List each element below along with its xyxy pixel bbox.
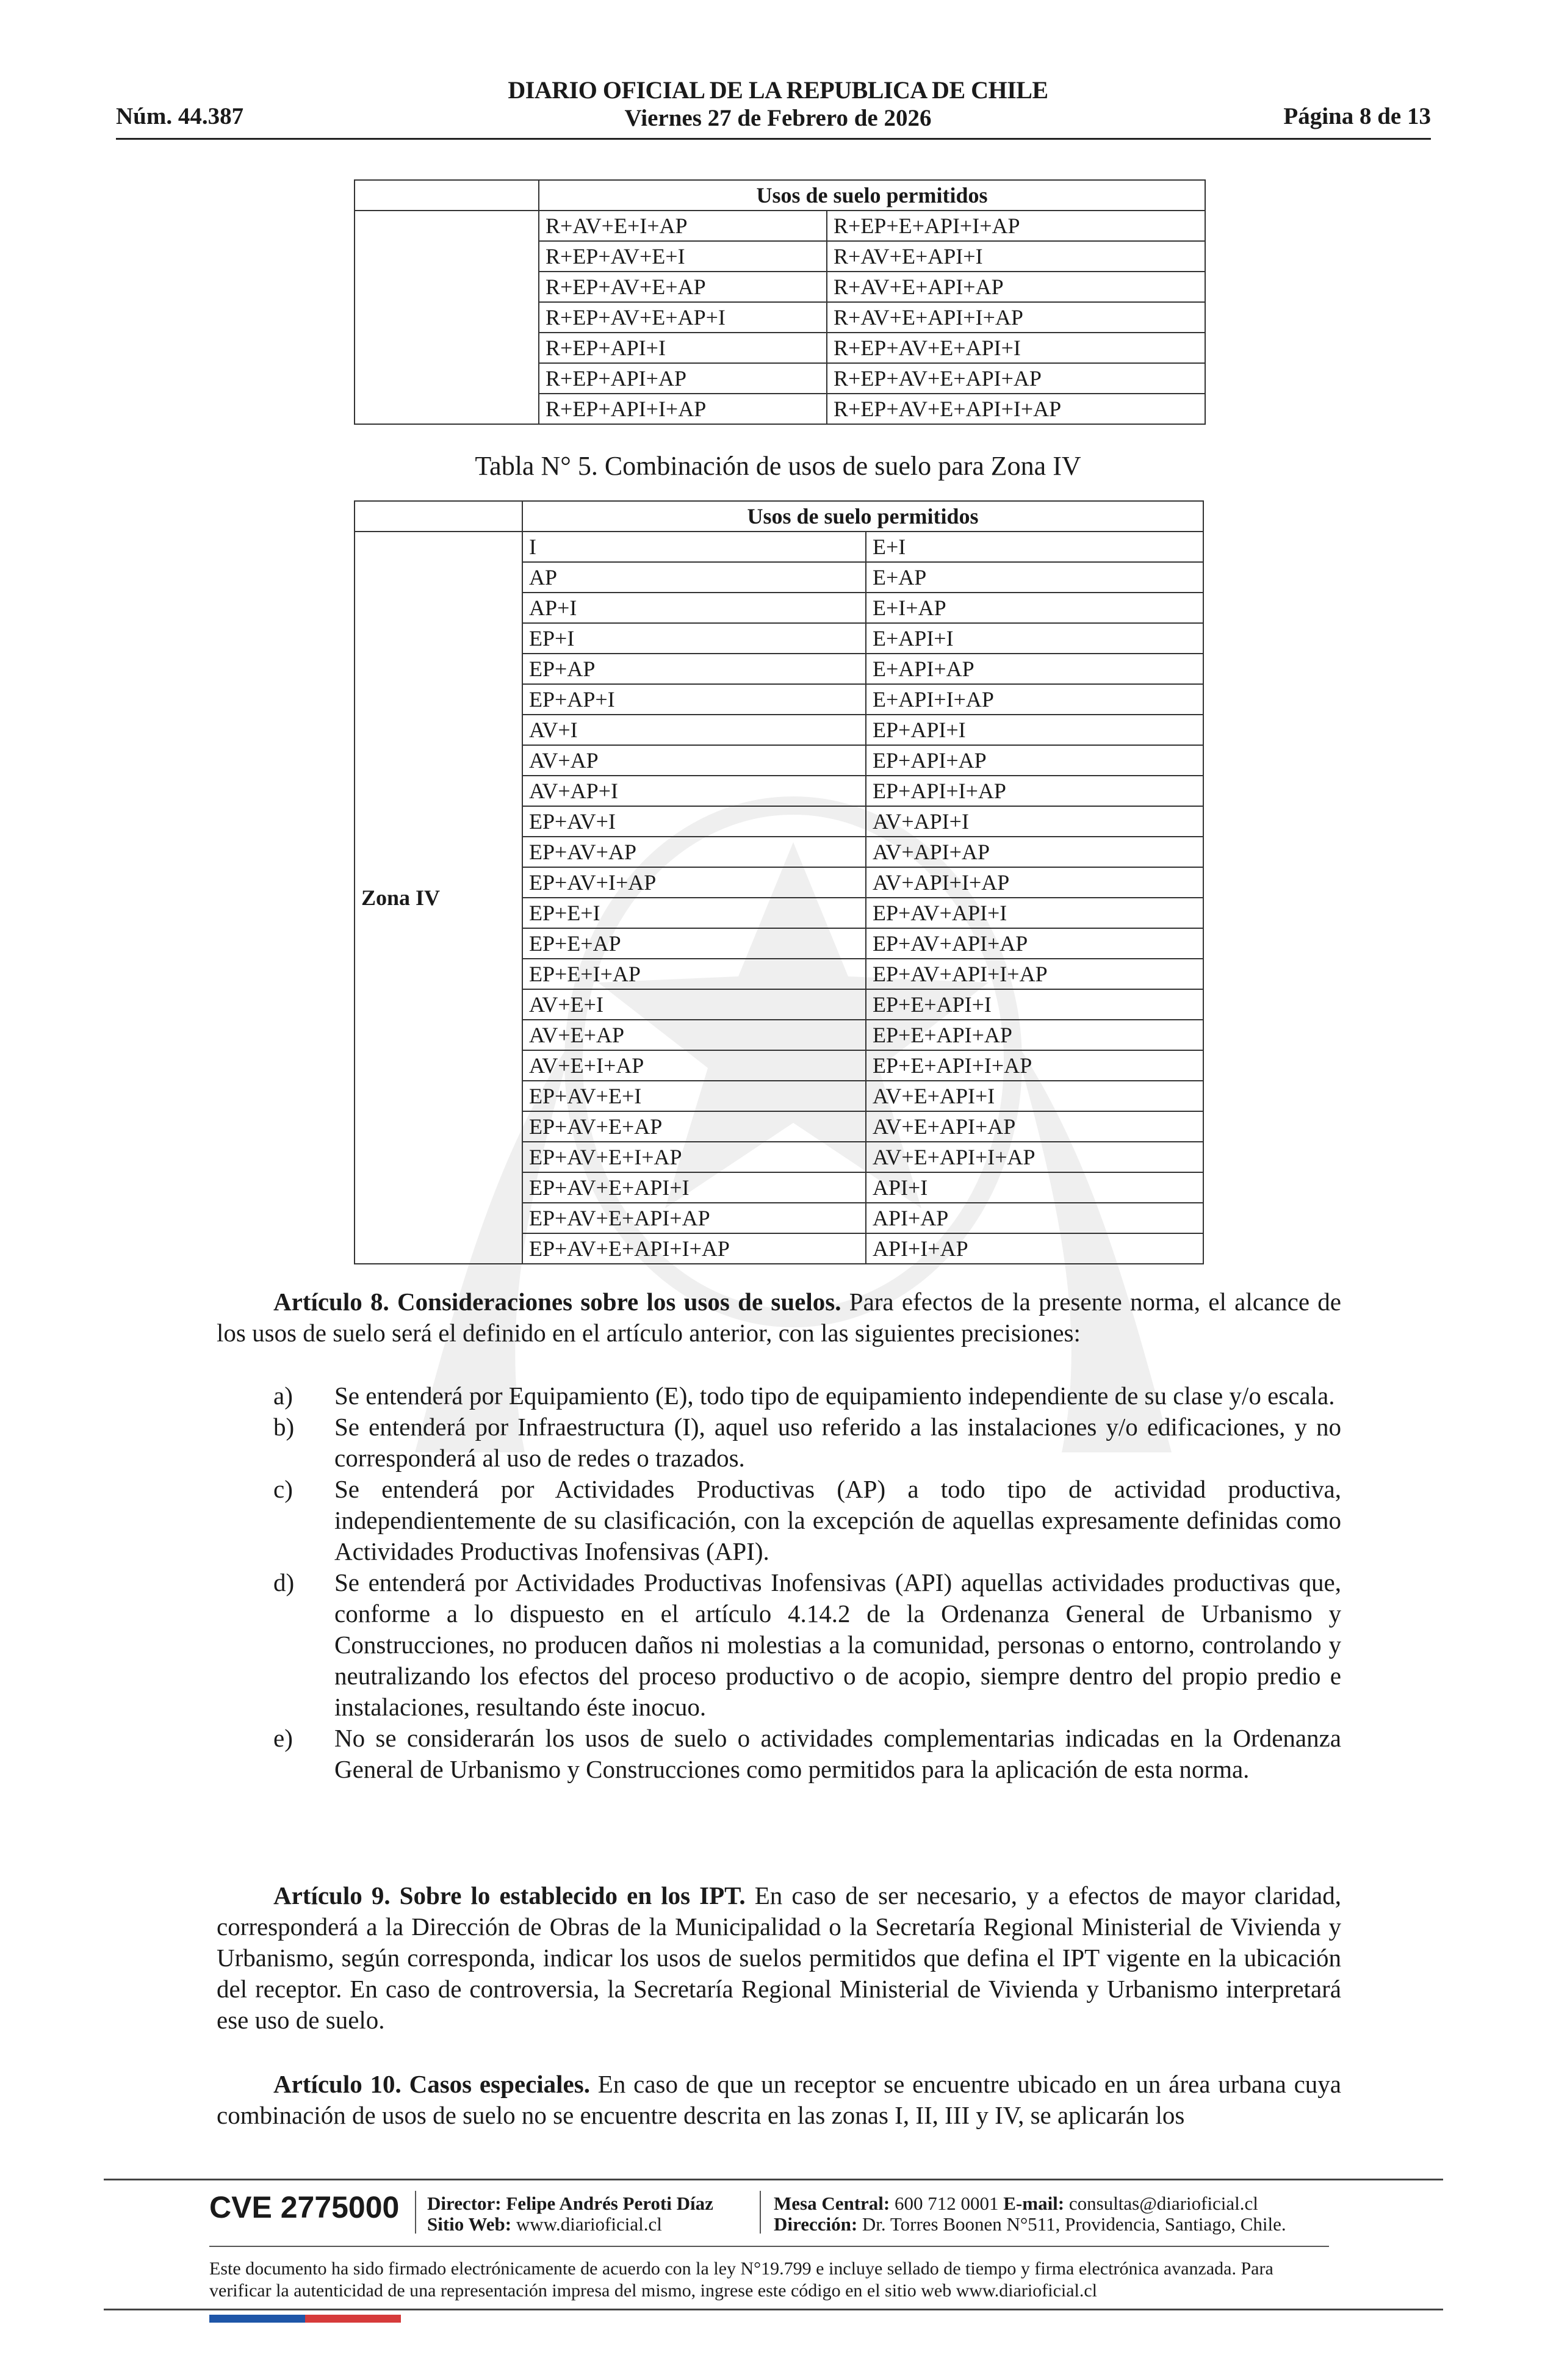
- land-use-combination: EP+API+I+AP: [866, 776, 1203, 806]
- land-use-combination: E+API+I+AP: [866, 684, 1203, 715]
- article-10-text: En caso de que un receptor se encuentre ubicado en un área urbana cuya combinación de usos de suelo no se encuentre descrita en las zonas I, II, III y IV, se aplicarán los: [217, 2070, 1341, 2129]
- land-use-combination: EP+E+I+AP: [522, 959, 866, 989]
- list-item-label: d): [273, 1568, 295, 1596]
- land-use-combination: R+AV+E+API+I: [827, 241, 1205, 272]
- table-empty-corner: [355, 180, 539, 211]
- land-use-combination: AV+I: [522, 715, 866, 745]
- land-use-combination: EP+AV+I+AP: [522, 867, 866, 898]
- director-name: Felipe Andrés Peroti Díaz: [501, 2193, 713, 2214]
- land-use-combination: R+EP+AV+E+API+I+AP: [827, 394, 1205, 424]
- table-header: Usos de suelo permitidos: [539, 180, 1205, 211]
- article-8-heading: Artículo 8. Consideraciones sobre los usos de suelos.: [273, 1288, 841, 1316]
- land-use-combination: EP+AV+E+I+AP: [522, 1142, 866, 1172]
- list-item-label: a): [273, 1382, 293, 1410]
- land-use-combination: R+EP+AV+E+API+AP: [827, 363, 1205, 394]
- land-use-combination: EP+AP: [522, 654, 866, 684]
- email-link[interactable]: consultas@diarioficial.cl: [1064, 2193, 1258, 2214]
- director-label: Director:: [427, 2193, 502, 2214]
- article-8-list: [217, 1380, 1341, 1785]
- list-item: [217, 1474, 1341, 1567]
- land-use-combination: EP+AV+AP: [522, 837, 866, 867]
- land-use-combination: API+I: [866, 1172, 1203, 1203]
- land-use-combination: R+EP+API+I+AP: [539, 394, 827, 424]
- land-use-combination: R+EP+AV+E+AP+I: [539, 302, 827, 333]
- address-label: Dirección:: [774, 2213, 858, 2235]
- issue-number: Núm. 44.387: [116, 103, 244, 129]
- table-header: Usos de suelo permitidos: [522, 501, 1203, 532]
- land-use-combination: AV+E+API+I: [866, 1081, 1203, 1111]
- mesa-phone: 600 712 0001: [890, 2193, 1004, 2214]
- table-row: [355, 211, 1205, 241]
- land-use-combination: AV+E+API+I+AP: [866, 1142, 1203, 1172]
- land-use-combination: EP+AV+API+AP: [866, 928, 1203, 959]
- land-use-combination: AV+E+I: [522, 989, 866, 1020]
- article-8-intro: [217, 1286, 1341, 1349]
- land-use-combination: AP: [522, 562, 866, 593]
- land-use-combination: EP+E+API+AP: [866, 1020, 1203, 1050]
- footer-contact-block: [774, 2193, 1286, 2235]
- publication-title: DIARIO OFICIAL DE LA REPUBLICA DE CHILE: [508, 76, 1048, 104]
- table-empty-corner: [355, 501, 522, 532]
- publication-date: Viernes 27 de Febrero de 2026: [624, 105, 932, 131]
- land-use-combination: EP+AP+I: [522, 684, 866, 715]
- land-use-combination: API+AP: [866, 1203, 1203, 1233]
- email-label: E-mail:: [1003, 2193, 1065, 2214]
- land-use-combination: E+I: [866, 532, 1203, 562]
- list-item-text: Se entenderá por Infraestructura (I), aquel uso referido a las instalaciones y/o edificaciones, y no corresponderá al uso de redes o trazados.: [334, 1413, 1341, 1472]
- land-use-combination: R+EP+API+I: [539, 333, 827, 363]
- article-10-heading: Artículo 10. Casos especiales.: [273, 2070, 590, 2098]
- land-use-combination: R+EP+AV+E+AP: [539, 272, 827, 302]
- article-10: [217, 2069, 1341, 2131]
- table-row: [355, 532, 1203, 562]
- flag-bar-blue: [209, 2315, 305, 2323]
- legal-notice: Este documento ha sido firmado electrónicamente de acuerdo con la ley N°19.799 e incluye sellado de tiempo y firma electrónica avanzada. Para verificar la autenticidad de una representación impresa del mismo, ingrese este código en el sitio web www.diarioficial.cl: [209, 2259, 1273, 2301]
- header-rule: [116, 138, 1431, 140]
- land-use-combination: EP+AV+E+I: [522, 1081, 866, 1111]
- land-use-combination: R+AV+E+API+I+AP: [827, 302, 1205, 333]
- land-use-combination: E+AP: [866, 562, 1203, 593]
- land-use-combination: AV+API+I+AP: [866, 867, 1203, 898]
- article-9: [217, 1880, 1341, 2036]
- table5-caption: Tabla N° 5. Combinación de usos de suelo para Zona IV: [475, 451, 1081, 481]
- land-use-combination: R+EP+AV+E+I: [539, 241, 827, 272]
- land-use-combination: EP+E+I: [522, 898, 866, 928]
- footer-rule-bottom: [104, 2309, 1443, 2310]
- article-9-heading: Artículo 9. Sobre lo establecido en los IPT.: [273, 1881, 746, 1909]
- website-link[interactable]: www.diarioficial.cl: [511, 2213, 662, 2235]
- land-use-combination: E+I+AP: [866, 593, 1203, 623]
- list-item: [217, 1380, 1341, 1412]
- land-use-combination: R+EP+AV+E+API+I: [827, 333, 1205, 363]
- mesa-label: Mesa Central:: [774, 2193, 890, 2214]
- land-use-combination: API+I+AP: [866, 1233, 1203, 1264]
- land-use-combination: AP+I: [522, 593, 866, 623]
- list-item-text: Se entenderá por Actividades Productivas Inofensivas (API) aquellas actividades productivas que, conforme a lo dispuesto en el artículo 4.14.2 de la Ordenanza General de Urbanismo y Construcciones, no producen daños ni molestias a la comunidad, personas o entorno, controlando y neutralizando los efectos del proceso productivo o de acopio, siempre dentro del propio predio e instalaciones, resultando éste inocuo.: [334, 1568, 1341, 1721]
- land-use-combination: R+EP+E+API+I+AP: [827, 211, 1205, 241]
- table-header-row: [355, 501, 1203, 532]
- land-use-combination: EP+API+I: [866, 715, 1203, 745]
- land-use-combination: EP+E+API+I+AP: [866, 1050, 1203, 1081]
- land-use-combination: R+AV+E+API+AP: [827, 272, 1205, 302]
- footer-separator: [415, 2191, 416, 2234]
- land-use-combination: I: [522, 532, 866, 562]
- table-header-row: [355, 180, 1205, 211]
- land-use-combination: AV+E+I+AP: [522, 1050, 866, 1081]
- land-use-combination: AV+AP+I: [522, 776, 866, 806]
- land-use-combination: EP+AV+E+AP: [522, 1111, 866, 1142]
- land-use-combination: AV+API+AP: [866, 837, 1203, 867]
- list-item-text: No se considerarán los usos de suelo o actividades complementarias indicadas en la Ordenanza General de Urbanismo y Construcciones como permitidos para la aplicación de esta norma.: [334, 1724, 1341, 1783]
- land-use-combination: EP+API+AP: [866, 745, 1203, 776]
- footer-separator: [760, 2191, 761, 2234]
- land-use-combination: EP+AV+API+I: [866, 898, 1203, 928]
- zone-cell-empty: [355, 211, 539, 424]
- land-use-combination: R+AV+E+I+AP: [539, 211, 827, 241]
- land-use-combination: AV+E+API+AP: [866, 1111, 1203, 1142]
- land-use-combination: AV+API+I: [866, 806, 1203, 837]
- land-use-combination: EP+AV+E+API+AP: [522, 1203, 866, 1233]
- land-use-combination: R+EP+API+AP: [539, 363, 827, 394]
- footer-rule-top: [104, 2179, 1443, 2180]
- footer-director-block: [427, 2193, 713, 2235]
- land-use-combination: AV+E+AP: [522, 1020, 866, 1050]
- land-use-combination: E+API+AP: [866, 654, 1203, 684]
- table-zone-3-continued: [354, 179, 1206, 425]
- land-use-combination: EP+AV+E+API+I: [522, 1172, 866, 1203]
- list-item: [217, 1412, 1341, 1474]
- list-item-text: Se entenderá por Equipamiento (E), todo tipo de equipamiento independiente de su clase y/o escala.: [334, 1382, 1335, 1410]
- land-use-combination: EP+AV+I: [522, 806, 866, 837]
- land-use-combination: EP+E+AP: [522, 928, 866, 959]
- land-use-combination: AV+AP: [522, 745, 866, 776]
- zone-label: Zona IV: [355, 532, 522, 1264]
- page-number: Página 8 de 13: [1283, 103, 1431, 129]
- land-use-combination: EP+I: [522, 623, 866, 654]
- list-item: [217, 1723, 1341, 1785]
- article-8-text: Para efectos de la presente norma, el alcance de los usos de suelo será el definido en el artículo anterior, con las siguientes precisiones:: [217, 1288, 1341, 1347]
- land-use-combination: E+API+I: [866, 623, 1203, 654]
- land-use-combination: EP+AV+API+I+AP: [866, 959, 1203, 989]
- article-9-text: En caso de ser necesario, y a efectos de mayor claridad, corresponderá a la Dirección de Obras de la Municipalidad o la Secretaría Regional Ministerial de Vivienda y Urbanismo, según corresponda, indicar los usos de suelos permitidos que defina el IPT vigente en la ubicación del receptor. En caso de controversia, la Secretaría Regional Ministerial de Vivienda y Urbanismo interpretará ese uso de suelo.: [217, 1881, 1341, 2034]
- list-item-label: c): [273, 1475, 293, 1503]
- table-zone-4: [354, 500, 1204, 1264]
- list-item-text: Se entenderá por Actividades Productivas (AP) a todo tipo de actividad productiva, independientemente de su clasificación, con la excepción de aquellas expresamente definidas como Actividades Productivas Inofensivas (API).: [334, 1475, 1341, 1565]
- land-use-combination: EP+E+API+I: [866, 989, 1203, 1020]
- address-text: Dr. Torres Boonen N°511, Providencia, Santiago, Chile.: [857, 2213, 1286, 2235]
- list-item: [217, 1567, 1341, 1723]
- list-item-label: b): [273, 1413, 295, 1441]
- flag-bar-red: [305, 2315, 401, 2323]
- footer-rule-middle: [209, 2246, 1329, 2247]
- land-use-combination: EP+AV+E+API+I+AP: [522, 1233, 866, 1264]
- website-label: Sitio Web:: [427, 2213, 512, 2235]
- list-item-label: e): [273, 1724, 293, 1752]
- cve-code: CVE 2775000: [209, 2190, 400, 2224]
